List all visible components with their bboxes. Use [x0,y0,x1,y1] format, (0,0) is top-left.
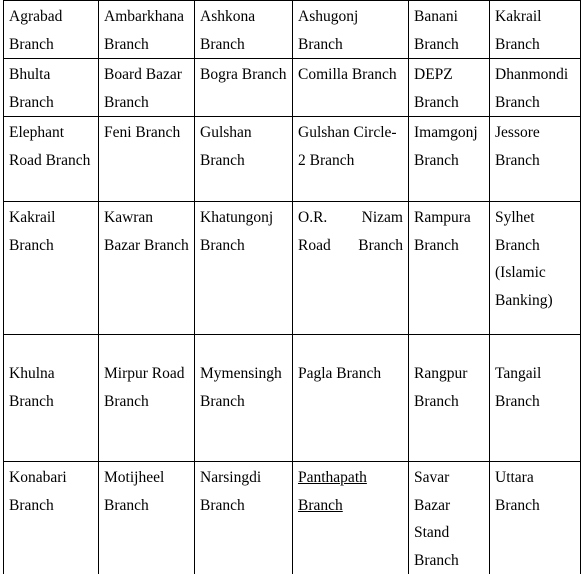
table-row [4,1,581,59]
table-cell: Tangail Branch [490,335,581,462]
table-row [4,202,581,335]
table-cell: Mirpur Road Branch [99,335,195,462]
table-cell: Board Bazar Branch [99,59,195,117]
table-row [4,117,581,202]
table-cell: Mymensingh Branch [195,335,293,462]
table-cell: Konabari Branch [4,462,99,574]
table-cell: Agrabad Branch [4,1,99,59]
table-cell: Elephant Road Branch [4,117,99,202]
table-cell: Feni Branch [99,117,195,202]
table-cell: O.R. Nizam Road Branch [293,202,409,335]
table-cell: Ashkona Branch [195,1,293,59]
table-cell: Khulna Branch [4,335,99,462]
table-cell: Bogra Branch [195,59,293,117]
table-cell: Comilla Branch [293,59,409,117]
table-cell: Savar Bazar Stand Branch [409,462,490,574]
table-cell: Pagla Branch [293,335,409,462]
table-cell: Kakrail Branch [490,1,581,59]
table-cell: DEPZ Branch [409,59,490,117]
table-cell: Uttara Branch [490,462,581,574]
table-cell: Gulshan Circle-2 Branch [293,117,409,202]
table-cell: Sylhet Branch (Islamic Banking) [490,202,581,335]
table-cell: Ashugonj Branch [293,1,409,59]
table-cell: Dhanmondi Branch [490,59,581,117]
table-cell: Motijheel Branch [99,462,195,574]
table-cell: Kawran Bazar Branch [99,202,195,335]
table-cell: Bhulta Branch [4,59,99,117]
table-cell: Jessore Branch [490,117,581,202]
table-cell: Imamgonj Branch [409,117,490,202]
table-cell: Gulshan Branch [195,117,293,202]
table-cell: Ambarkhana Branch [99,1,195,59]
branch-table [3,0,581,574]
table-row [4,335,581,462]
table-row [4,59,581,117]
table-cell: Panthapath Branch [293,462,409,574]
table-cell: Rampura Branch [409,202,490,335]
table-cell: Khatungonj Branch [195,202,293,335]
table-cell: Narsingdi Branch [195,462,293,574]
table-cell: Kakrail Branch [4,202,99,335]
table-cell: Banani Branch [409,1,490,59]
table-cell: Rangpur Branch [409,335,490,462]
table-row [4,462,581,574]
